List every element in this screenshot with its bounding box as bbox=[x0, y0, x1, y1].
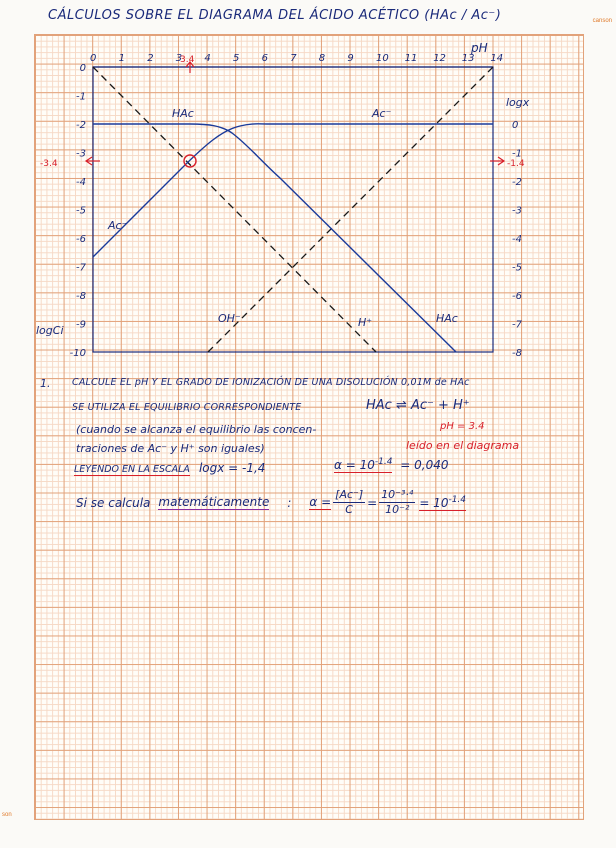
equals-sign: = bbox=[367, 495, 378, 510]
y-left-tick-label: -6 bbox=[76, 234, 86, 245]
question-line-2: SE UTILIZA EL EQUILIBRIO CORRESPONDIENTE bbox=[72, 402, 302, 413]
y-right-tick-labels bbox=[512, 120, 523, 359]
y-left-tick-labels bbox=[70, 63, 87, 359]
logx-equation: logx = -1,4 bbox=[198, 461, 266, 475]
x-tick-label: 12 bbox=[433, 53, 446, 64]
y-right-tick-label: -2 bbox=[512, 177, 522, 188]
y-left-tick-label: -3 bbox=[76, 148, 86, 160]
brand-top-right: canson bbox=[592, 18, 612, 24]
alpha-equation bbox=[334, 458, 392, 473]
x-tick-label: 0 bbox=[90, 53, 97, 64]
alpha-equation-exponent: -1.4 bbox=[374, 457, 393, 467]
math-calc-word: matemáticamente bbox=[158, 495, 270, 509]
curve-label-h: H⁺ bbox=[358, 316, 373, 329]
math-calc-row bbox=[76, 488, 466, 517]
y-right-tick-label: -5 bbox=[512, 262, 522, 274]
y-left-tick-label: -5 bbox=[76, 205, 86, 217]
fraction-concentration-num: [Ac⁻] bbox=[335, 488, 364, 501]
fraction-numeric-num: 10⁻³·⁴ bbox=[381, 488, 414, 501]
fraction-concentration bbox=[333, 488, 365, 517]
x-tick-label: 7 bbox=[290, 53, 297, 64]
curve-label-oh: OH⁻ bbox=[218, 312, 241, 325]
x-tick-label: 4 bbox=[204, 53, 211, 64]
y-left-tick-label: -9 bbox=[76, 319, 86, 331]
math-calc-colon: : bbox=[287, 495, 292, 510]
item-number: 1. bbox=[40, 377, 51, 390]
ph-marker-label: 3.4 bbox=[180, 55, 195, 65]
y-left-axis-label: logCi bbox=[36, 324, 64, 337]
fraction-numeric bbox=[379, 488, 415, 517]
alpha-symbol: α = bbox=[309, 495, 332, 509]
curve-label-hac-right: HAc bbox=[436, 312, 458, 325]
page-title: CÁLCULOS SOBRE EL DIAGRAMA DEL ÁCIDO ACÉTICO (HAc / Ac⁻) bbox=[48, 8, 502, 23]
final-result bbox=[419, 495, 466, 511]
curve-label-ac-top: Ac⁻ bbox=[372, 107, 392, 120]
x-tick-label: 2 bbox=[147, 53, 154, 64]
y-right-tick-label: 0 bbox=[512, 120, 519, 131]
y-right-axis-label: logx bbox=[506, 96, 530, 109]
y-right-tick-label: -1 bbox=[512, 148, 522, 160]
left-marker-label: -3.4 bbox=[40, 159, 58, 169]
read-in-diagram-note: leído en el diagrama bbox=[406, 439, 520, 452]
alpha-equation-row bbox=[334, 457, 449, 472]
hac-curve bbox=[93, 124, 456, 352]
x-tick-label: 10 bbox=[376, 53, 389, 64]
oh-line bbox=[208, 67, 493, 352]
fraction-numeric-den: 10⁻² bbox=[385, 503, 410, 516]
y-left-tick-label: -4 bbox=[76, 177, 86, 188]
x-tick-labels bbox=[90, 53, 503, 64]
x-tick-label: 5 bbox=[233, 53, 240, 64]
y-left-tick-label: -8 bbox=[76, 291, 86, 302]
x-tick-label: 6 bbox=[261, 53, 268, 64]
y-left-tick-label: -7 bbox=[76, 262, 86, 274]
y-right-tick-label: -8 bbox=[512, 348, 522, 359]
y-right-tick-label: -3 bbox=[512, 205, 522, 217]
x-tick-label: 14 bbox=[490, 53, 504, 64]
alpha-equation-base: α = 10 bbox=[334, 458, 375, 472]
x-axis-label: pH bbox=[471, 41, 488, 55]
curve-label-ac-left: Ac⁻ bbox=[108, 219, 128, 232]
final-result-base: = 10 bbox=[419, 495, 449, 510]
paren-line-1: (cuando se alcanza el equilibrio las concen- bbox=[76, 423, 317, 436]
alpha-value: = 0,040 bbox=[400, 458, 449, 472]
y-left-tick-label: 0 bbox=[79, 63, 86, 74]
fraction-concentration-den: C bbox=[345, 503, 353, 516]
equilibrium-equation: HAc ⇌ Ac⁻ + H⁺ bbox=[366, 398, 470, 413]
ph-result-mark: pH = 3.4 bbox=[440, 421, 485, 432]
h-line bbox=[93, 67, 376, 352]
y-left-tick-label: -2 bbox=[76, 120, 86, 131]
final-result-exponent: -1.4 bbox=[448, 494, 467, 505]
y-right-tick-label: -7 bbox=[512, 319, 522, 331]
paren-line-2: traciones de Ac⁻ y H⁺ son iguales) bbox=[76, 442, 265, 455]
reading-scale-row bbox=[74, 461, 265, 475]
curve-label-hac-top: HAc bbox=[172, 107, 194, 120]
brand-bottom-left: son bbox=[2, 812, 12, 818]
x-tick-label: 3 bbox=[175, 53, 183, 64]
question-line-1: CALCULE EL pH Y EL GRADO DE IONIZACIÓN DE UNA DISOLUCIÓN 0,01M de HAc bbox=[72, 377, 470, 388]
x-tick-label: 9 bbox=[347, 53, 354, 64]
y-left-tick-label: -1 bbox=[76, 91, 86, 103]
x-tick-label: 13 bbox=[461, 53, 475, 64]
x-tick-label: 11 bbox=[404, 53, 418, 64]
x-tick-label: 1 bbox=[118, 53, 125, 64]
math-calc-prefix: Si se calcula bbox=[76, 495, 151, 510]
y-left-tick-label: -10 bbox=[69, 348, 86, 359]
diagram-frame bbox=[93, 67, 493, 352]
y-right-tick-label: -6 bbox=[512, 291, 522, 302]
x-tick-label: 8 bbox=[318, 53, 326, 64]
right-marker-label: -1.4 bbox=[507, 159, 525, 169]
y-right-tick-label: -4 bbox=[512, 234, 522, 245]
reading-scale-label: LEYENDO EN LA ESCALA bbox=[74, 464, 190, 475]
